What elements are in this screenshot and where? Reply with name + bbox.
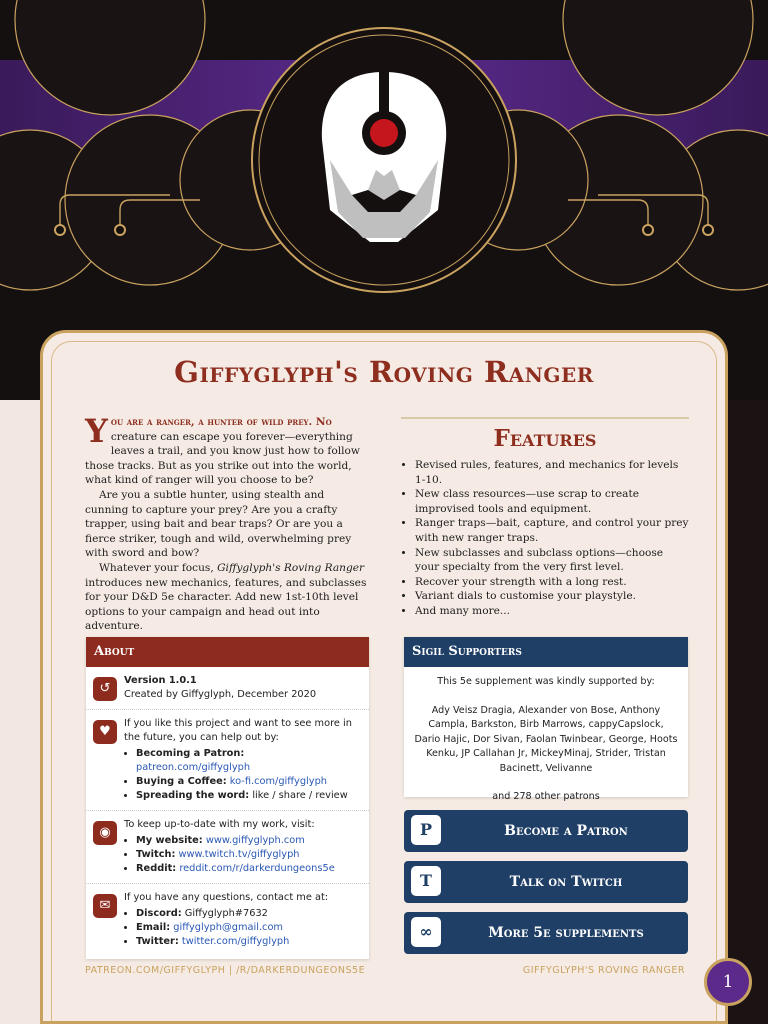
contact-item	[136, 907, 361, 921]
intro-p3-title: Giffyglyph's Roving Ranger	[217, 561, 365, 574]
follow-key: Reddit:	[136, 863, 177, 874]
intro-paragraph-1	[85, 412, 369, 488]
support-row	[86, 710, 369, 811]
page-edge-right	[728, 400, 768, 1024]
page-edge-left	[0, 400, 40, 1024]
heart-icon: ♥	[93, 720, 117, 744]
features-divider	[401, 417, 689, 419]
twitch-link[interactable]: www.twitch.tv/giffyglyph	[178, 849, 300, 860]
contact-text: If you have any questions, contact me at:	[124, 892, 329, 903]
follow-item	[136, 834, 361, 848]
spread-word-text: like / share / review	[252, 790, 348, 801]
page-title: Giffyglyph's Roving Ranger	[174, 355, 594, 389]
follow-key: My website:	[136, 835, 203, 846]
version-row	[86, 667, 369, 710]
supporters-body	[404, 667, 688, 827]
intro-paragraph-2: Are you a subtle hunter, using stealth and cunning to capture your prey? Are you a crafty trapper, using bait and bear traps? Or are you a fierce striker, tough and wild, overwhelming prey with sword and bow?	[85, 488, 352, 560]
features-section	[401, 415, 689, 619]
support-item	[136, 775, 361, 789]
feature-item: • Variant dials to customise your playstyle.	[415, 589, 689, 604]
supporters-heading: Sigil Supporters	[404, 637, 688, 667]
version-label: Version 1.0.1	[124, 675, 197, 686]
email-link[interactable]: giffyglyph@gmail.com	[173, 922, 283, 933]
created-by: Created by Giffyglyph, December 2020	[124, 689, 317, 700]
kofi-link[interactable]: ko-fi.com/giffyglyph	[229, 776, 327, 787]
contact-item	[136, 935, 361, 949]
become-patron-button[interactable]	[404, 810, 688, 852]
discord-handle: Giffyglyph#7632	[184, 908, 268, 919]
website-link[interactable]: www.giffyglyph.com	[205, 835, 305, 846]
intro-p1-rest: creature can escape you forever—everything leaves a trail, and you know just how to follow those tracks. But as you strike out into the world, what kind of ranger will you choose to be?	[85, 430, 360, 487]
twitch-icon: T	[411, 866, 441, 896]
follow-key: Twitch:	[136, 849, 176, 860]
footer-title: GIFFYGLYPH'S ROVING RANGER	[522, 965, 685, 976]
supporters-others: and 278 other patrons	[492, 791, 600, 802]
intro-paragraph-3	[85, 561, 369, 634]
page-number: 1	[704, 958, 752, 1006]
supporters-panel	[404, 637, 688, 802]
support-key: Becoming a Patron:	[136, 748, 245, 759]
contact-row	[86, 884, 369, 956]
about-panel	[86, 637, 369, 959]
more-supplements-label: More 5e supplements	[488, 925, 644, 941]
history-icon: ↺	[93, 677, 117, 701]
intro-p3-a: Whatever your focus,	[99, 561, 218, 574]
feature-item: • New class resources—use scrap to create improvised tools and equipment.	[415, 487, 689, 516]
feature-item: • And many more...	[415, 604, 689, 619]
contact-list	[124, 907, 361, 949]
feature-item: • Ranger traps—bait, capture, and control your prey with new ranger traps.	[415, 516, 689, 545]
infinity-icon: ∞	[411, 917, 441, 947]
support-item	[136, 747, 361, 775]
contact-key: Discord:	[136, 908, 182, 919]
support-key: Buying a Coffee:	[136, 776, 227, 787]
supporters-names: Ady Veisz Dragia, Alexander von Bose, Anthony Campla, Barkston, Birb Marrows, cappyCapslock, Dario Hajic, Dor Sivan, Faolan Twinbear, George, Hoots Kenku, JP Callahan Jr, MickeyMinaj, Strider, Tristan Bacinett, Velivanne	[414, 704, 678, 774]
features-list	[401, 458, 689, 619]
follow-text: To keep up-to-date with my work, visit:	[124, 819, 315, 830]
drop-cap: Y	[85, 412, 108, 450]
contact-item	[136, 921, 361, 935]
support-item	[136, 789, 361, 803]
follow-row	[86, 811, 369, 884]
features-heading: Features	[493, 425, 597, 452]
feature-item: • New subclasses and subclass options—choose your specialty from the very first level.	[415, 546, 689, 575]
feature-item: • Recover your strength with a long rest.	[415, 575, 689, 590]
intro-p3-b: introduces new mechanics, features, and subclasses for your D&D 5e character. Add new 1st-10th level options to your campaign and head out into adventure.	[85, 576, 367, 633]
contact-key: Twitter:	[136, 936, 179, 947]
twitter-link[interactable]: twitter.com/giffyglyph	[181, 936, 290, 947]
eye-icon: ◉	[93, 821, 117, 845]
follow-item	[136, 848, 361, 862]
contact-key: Email:	[136, 922, 171, 933]
become-patron-label: Become a Patron	[504, 823, 628, 839]
patreon-icon: P	[411, 815, 441, 845]
talk-on-twitch-label: Talk on Twitch	[509, 874, 623, 890]
support-list	[124, 747, 361, 803]
talk-on-twitch-button[interactable]	[404, 861, 688, 903]
speech-bubble-icon: ✉	[93, 894, 117, 918]
more-supplements-button[interactable]	[404, 912, 688, 954]
footer-links: PATREON.COM/GIFFYGLYPH | /R/DARKERDUNGEONS5E	[85, 965, 366, 976]
intro-lead: ou are a ranger, a hunter of wild prey. No	[110, 416, 332, 428]
reddit-link[interactable]: reddit.com/r/darkerdungeons5e	[179, 863, 335, 874]
follow-list	[124, 834, 361, 876]
content-card	[40, 330, 728, 1024]
supporters-intro: This 5e supplement was kindly supported by:	[437, 676, 655, 687]
feature-item: • Revised rules, features, and mechanics for levels 1-10.	[415, 458, 689, 487]
support-text: If you like this project and want to see more in the future, you can help out by:	[124, 718, 352, 743]
about-heading: About	[86, 637, 369, 667]
intro-text	[85, 412, 369, 634]
follow-item	[136, 862, 361, 876]
support-key: Spreading the word:	[136, 790, 250, 801]
patreon-link[interactable]: patreon.com/giffyglyph	[136, 762, 251, 773]
